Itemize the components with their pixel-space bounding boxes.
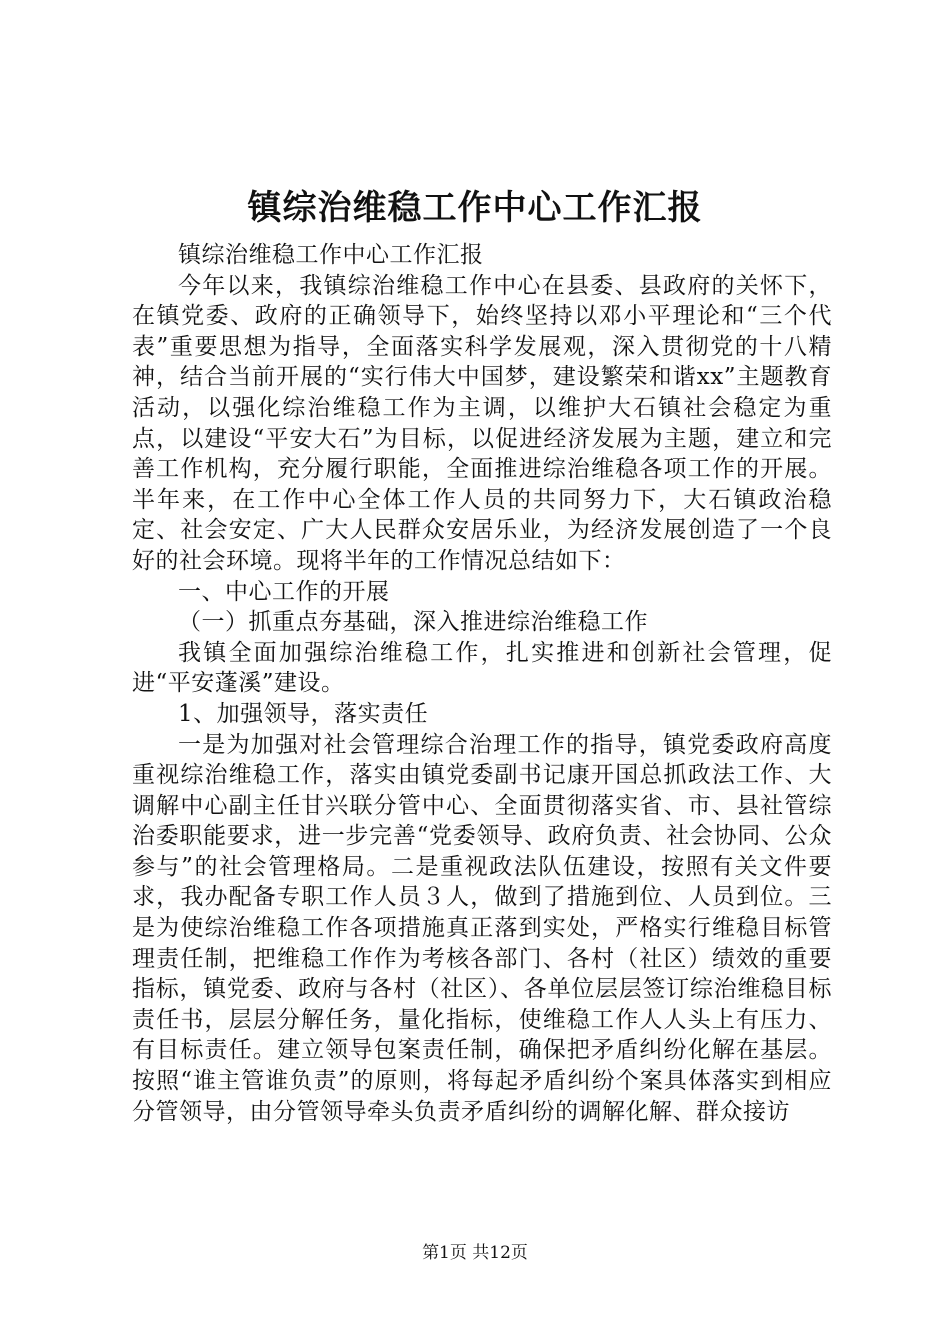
- body-paragraph: 一是为加强对社会管理综合治理工作的指导，镇党委政府高度重视综治维稳工作，落实由镇党委副书记康开国总抓政法工作、大调解中心副主任甘兴联分管中心、全面贯彻落实省、市、县社管综治委职能要求，进一步完善“党委领导、政府负责、社会协同、公众参与”的社会管理格局。二是重视政法队伍建设，按照有关文件要求，我办配备专职工作人员３人，做到了措施到位、人员到位。三是为使综治维稳工作各项措施真正落到实处，严格实行维稳目标管理责任制，把维稳工作作为考核各部门、各村（社区）绩效的重要指标，镇党委、政府与各村（社区）、各单位层层签订综治维稳目标责任书，层层分解任务，量化指标，使维稳工作人人头上有压力、有目标责任。建立领导包案责任制，确保把矛盾纠纷化解在基层。按照“谁主管谁负责”的原则，将每起矛盾纠纷个案具体落实到相应分管领导，由分管领导牵头负责矛盾纠纷的调解化解、群众接访: [132, 731, 832, 1125]
- body-paragraph: 我镇全面加强综治维稳工作，扎实推进和创新社会管理，促进“平安蓬溪”建设。: [132, 639, 832, 697]
- body-paragraph: 今年以来，我镇综治维稳工作中心在县委、县政府的关怀下，在镇党委、政府的正确领导下，始终坚持以邓小平理论和“三个代表”重要思想为指导，全面落实科学发展观，深入贯彻党的十八精神，结合当前开展的“实行伟大中国梦，建设繁荣和谐xx”主题教育活动，以强化综治维稳工作为主调，以维护大石镇社会稳定为重点，以建设“平安大石”为目标，以促进经济发展为主题，建立和完善工作机构，充分履行职能，全面推进综治维稳各项工作的开展。半年来，在工作中心全体工作人员的共同努力下，大石镇政治稳定、社会安定、广大人民群众安居乐业，为经济发展创造了一个良好的社会环境。现将半年的工作情况总结如下：: [132, 272, 832, 574]
- page-number: 第1页 共12页: [422, 1243, 528, 1263]
- section-heading: 一、中心工作的开展: [178, 578, 390, 605]
- body-paragraph: 镇综治维稳工作中心工作汇报: [178, 242, 484, 268]
- document-title: 镇综治维稳工作中心工作汇报: [247, 188, 703, 228]
- document-body: [132, 240, 832, 1127]
- item-heading: 1、加强领导，落实责任: [178, 700, 429, 727]
- subsection-heading: （一）抓重点夯基础，深入推进综治维稳工作: [178, 609, 648, 636]
